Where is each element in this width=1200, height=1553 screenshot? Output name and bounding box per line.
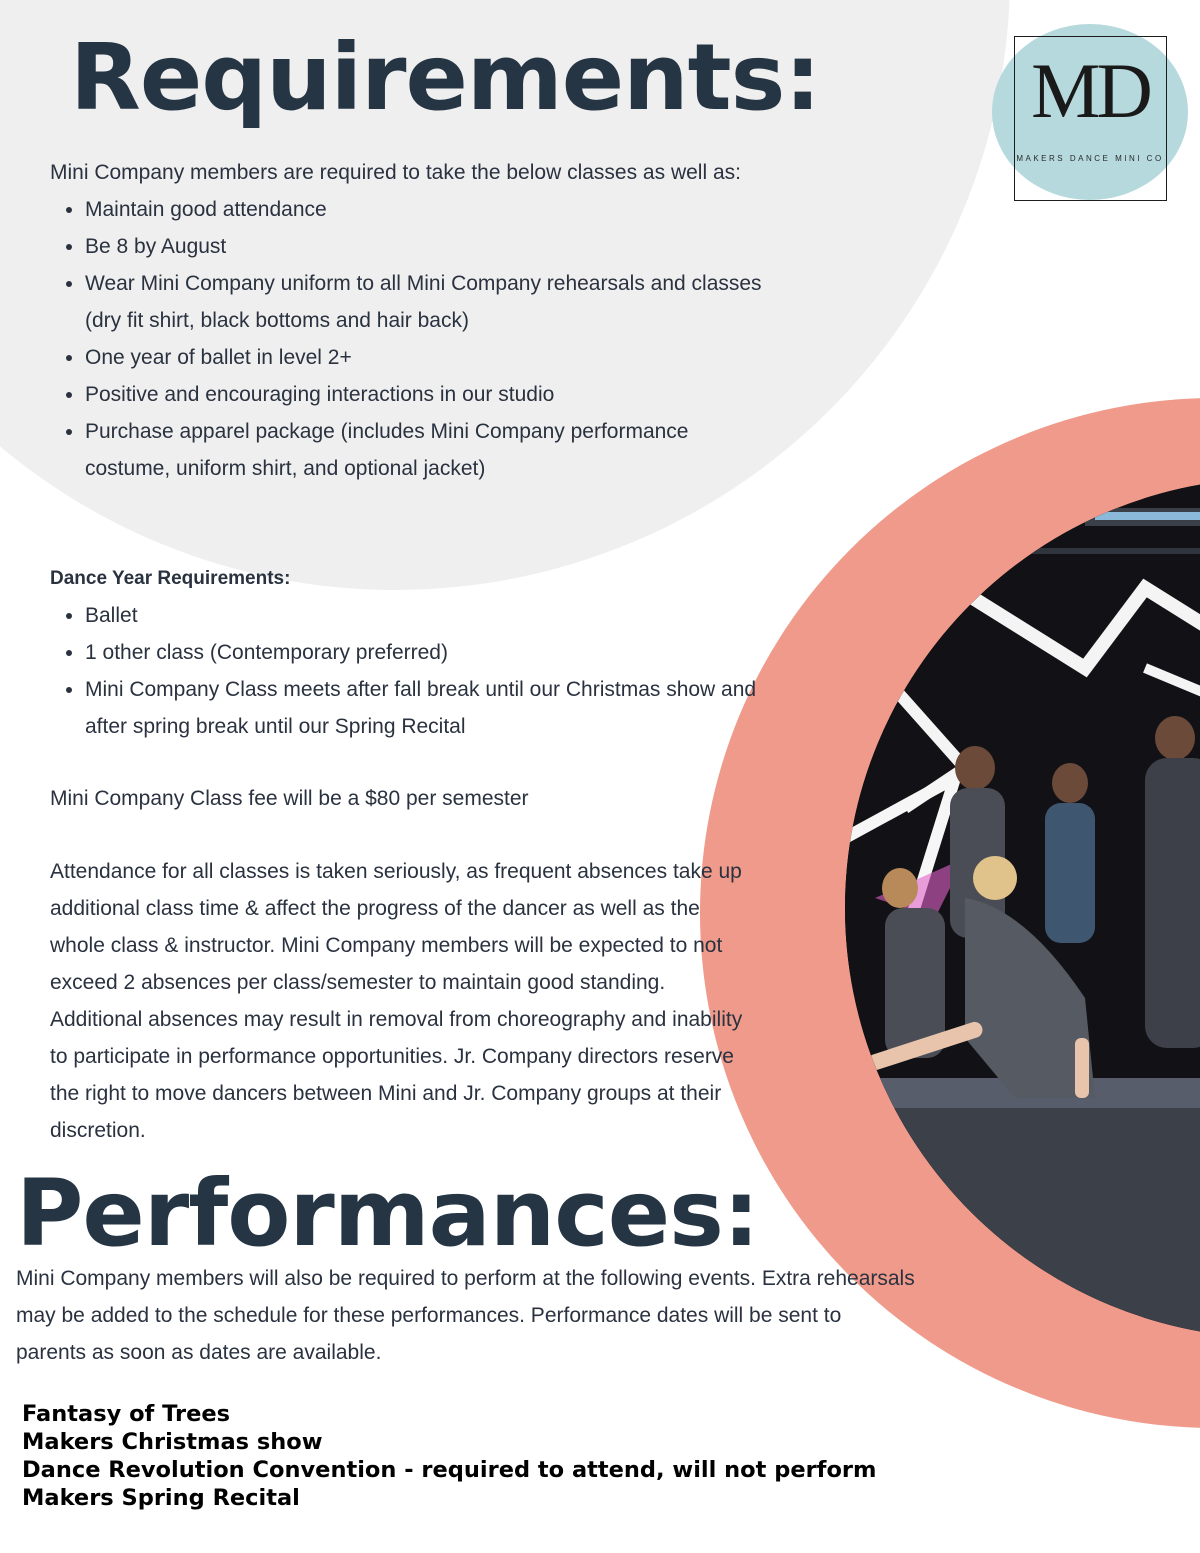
dance-year-section [50, 560, 770, 745]
event-item: Makers Christmas show [22, 1429, 323, 1455]
event-item: Fantasy of Trees [22, 1401, 231, 1427]
requirements-intro: Mini Company members are required to take the below classes as well as: [50, 161, 741, 184]
logo [990, 22, 1190, 222]
event-item: Makers Spring Recital [22, 1485, 300, 1511]
list-item: • Maintain good attendance [85, 191, 770, 228]
list-item: • 1 other class (Contemporary preferred) [85, 634, 770, 671]
list-item: • Ballet [85, 597, 770, 634]
attendance-text: Attendance for all classes is taken seriously, as frequent absences take up additional class time & affect the progress of the dancer as well as the whole class & instructor. Mini Company members will be expected to not exceed 2 absences per class/semester to maintain good standing. Additional absences may result in removal from choreography and inability to participate in performance opportunities. Jr. Company directors reserve the right to move dancers between Mini and Jr. Company groups at their discretion. [50, 860, 743, 1142]
performances-intro: Mini Company members will also be required to perform at the following events. Extra rehearsals may be added to the schedule for these performances. Performance dates will be sent to parents as soon as dates are available. [16, 1267, 915, 1364]
requirements-list [50, 191, 770, 487]
performances-title: Performances: [16, 1160, 759, 1267]
list-item: • Positive and encouraging interactions in our studio [85, 376, 770, 413]
logo-mark: MD [1031, 47, 1149, 134]
logo-subtitle: MAKERS DANCE MINI CO [1016, 154, 1164, 163]
dance-year-heading: Dance Year Requirements: [50, 568, 291, 589]
list-item: • Wear Mini Company uniform to all Mini Company rehearsals and classes (dry fit shirt, black bottoms and hair back) [85, 265, 770, 339]
list-item: • One year of ballet in level 2+ [85, 339, 770, 376]
events-list [22, 1400, 876, 1512]
fee-text: Mini Company Class fee will be a $80 per semester [50, 787, 529, 810]
list-item: • Be 8 by August [85, 228, 770, 265]
requirements-title: Requirements: [70, 24, 821, 131]
dance-year-list [50, 597, 770, 745]
list-item: • Mini Company Class meets after fall break until our Christmas show and after spring break until our Spring Recital [85, 671, 770, 745]
requirements-section [50, 154, 770, 487]
list-item: • Purchase apparel package (includes Mini Company performance costume, uniform shirt, and optional jacket) [85, 413, 770, 487]
event-item: Dance Revolution Convention - required to attend, will not perform [22, 1457, 877, 1483]
